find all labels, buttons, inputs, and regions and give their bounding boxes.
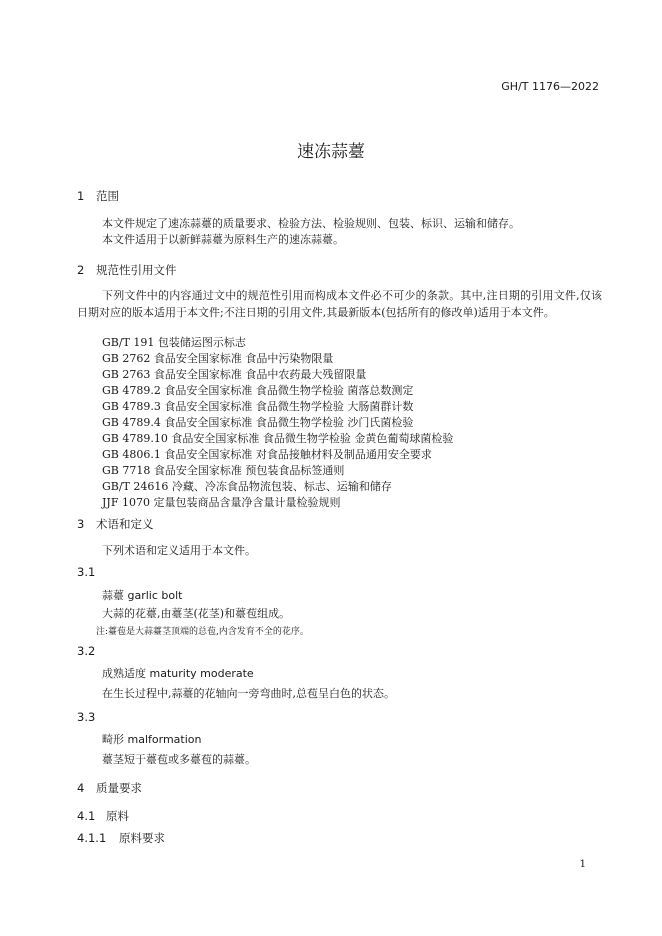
- subsection-number: 4.1.1: [77, 831, 107, 845]
- reference-item: GB 4789.3 食品安全国家标准 食品微生物学检验 大肠菌群计数: [102, 400, 414, 413]
- subsection-heading: [77, 808, 129, 824]
- section-title: 规范性引用文件: [96, 263, 177, 277]
- document-title: 速冻蒜薹: [297, 142, 365, 162]
- paragraph: 本文件规定了速冻蒜薹的质量要求、检验方法、检验规则、包装、标识、运输和储存。: [102, 217, 520, 230]
- term-definition: 在生长过程中,蒜薹的花轴向一旁弯曲时,总苞呈白色的状态。: [102, 687, 395, 700]
- reference-item: JJF 1070 定量包装商品含量净含量计量检验规则: [102, 496, 341, 509]
- section-3-heading: [77, 516, 154, 532]
- term-number: 3.1: [77, 565, 96, 579]
- section-number: 3: [77, 517, 85, 531]
- section-2-heading: [77, 262, 177, 278]
- paragraph: 本文件适用于以新鲜蒜薹为原料生产的速冻蒜薹。: [102, 233, 344, 246]
- reference-item: GB 2763 食品安全国家标准 食品中农药最大残留限量: [102, 368, 367, 381]
- paragraph: 下列术语和定义适用于本文件。: [102, 544, 256, 557]
- term-title: 蒜薹 garlic bolt: [102, 589, 183, 602]
- section-number: 1: [77, 189, 85, 203]
- reference-item: GB 4789.10 食品安全国家标准 食品微生物学检验 金黄色葡萄球菌检验: [102, 432, 454, 445]
- term-note: 注:薹苞是大蒜薹茎顶端的总苞,内含发育不全的花序。: [96, 627, 309, 637]
- term-title: 畸形 malformation: [102, 733, 202, 746]
- term-number: 3.2: [77, 644, 96, 658]
- reference-item: GB 4789.4 食品安全国家标准 食品微生物学检验 沙门氏菌检验: [102, 416, 414, 429]
- term-title: 成熟适度 maturity moderate: [102, 667, 254, 680]
- section-4-heading: [77, 780, 142, 796]
- reference-item: GB/T 191 包装储运图示标志: [102, 336, 246, 349]
- subsection-title: 原料要求: [119, 831, 165, 845]
- subsection-heading: [77, 830, 165, 846]
- section-title: 范围: [96, 189, 119, 203]
- subsection-title: 原料: [106, 809, 129, 823]
- page-number: 1: [579, 859, 586, 870]
- reference-item: GB 4789.2 食品安全国家标准 食品微生物学检验 菌落总数测定: [102, 384, 414, 397]
- subsection-number: 4.1: [77, 809, 96, 823]
- reference-item: GB 4806.1 食品安全国家标准 对食品接触材料及制品通用安全要求: [102, 448, 432, 461]
- section-title: 术语和定义: [96, 517, 154, 531]
- term-definition: 薹茎短于薹苞或多薹苞的蒜薹。: [102, 753, 256, 766]
- term-number: 3.3: [77, 710, 96, 724]
- section-number: 4: [77, 781, 85, 795]
- section-1-heading: [77, 188, 119, 204]
- document-code: GH/T 1176—2022: [501, 80, 599, 93]
- section-title: 质量要求: [96, 781, 142, 795]
- section-number: 2: [77, 263, 85, 277]
- reference-item: GB 7718 食品安全国家标准 预包装食品标签通则: [102, 464, 345, 477]
- reference-item: GB 2762 食品安全国家标准 食品中污染物限量: [102, 352, 334, 365]
- paragraph: 下列文件中的内容通过文中的规范性引用而构成本文件必不可少的条款。其中,注日期的引用文件,仅该日期对应的版本适用于本文件;不注日期的引用文件,其最新版本(包括所有的修改单)适用于本文件。: [77, 289, 602, 319]
- term-definition: 大蒜的花薹,由薹茎(花茎)和薹苞组成。: [102, 607, 291, 620]
- reference-item: GB/T 24616 冷藏、冷冻食品物流包装、标志、运输和储存: [102, 480, 392, 493]
